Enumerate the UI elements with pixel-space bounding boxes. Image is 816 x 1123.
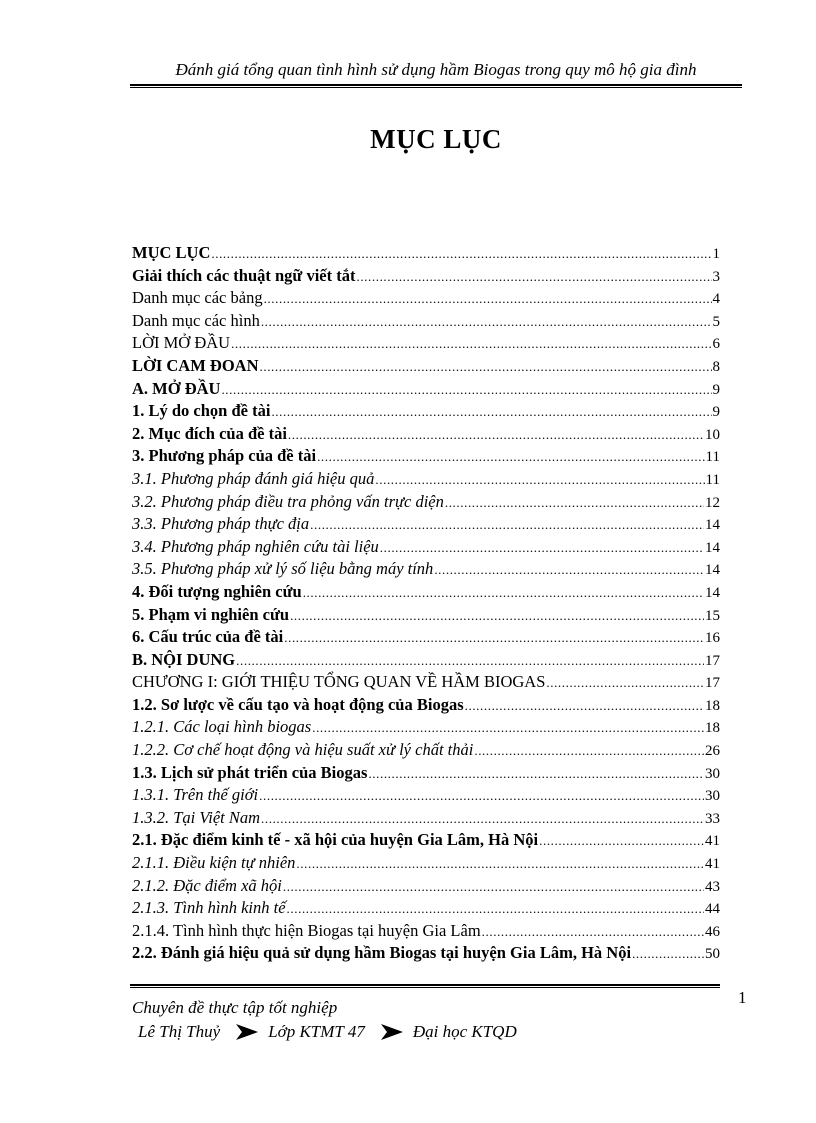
toc-leader-dots	[284, 627, 704, 649]
footer-author: Lê Thị Thuỷ	[138, 1022, 221, 1041]
toc-entry[interactable]	[132, 649, 720, 672]
toc-entry-title: B. NỘI DUNG	[132, 649, 236, 669]
toc-entry[interactable]	[132, 852, 720, 875]
toc-entry-page: 1	[712, 246, 720, 262]
toc-entry[interactable]	[132, 581, 720, 604]
toc-leader-dots	[231, 333, 711, 355]
toc-leader-dots	[356, 266, 711, 288]
toc-entry-page: 15	[705, 607, 720, 624]
toc-leader-dots	[465, 695, 704, 717]
toc-entry-page: 41	[705, 856, 720, 873]
toc-entry-title: 3. Phương pháp của đề tài	[132, 446, 317, 466]
toc-entry-title: 1. Lý do chọn đề tài	[132, 401, 271, 421]
toc-entry-title: 3.4. Phương pháp nghiên cứu tài liệu	[132, 536, 379, 556]
toc-entry-title: 3.2. Phương pháp điều tra phỏng vấn trực diện	[132, 491, 444, 511]
arrow-right-icon	[236, 1024, 258, 1040]
toc-leader-dots	[632, 943, 704, 965]
toc-entry-page: 9	[712, 404, 720, 421]
footer-class: Lớp KTMT 47	[268, 1022, 365, 1041]
toc-leader-dots	[261, 311, 712, 333]
page-number: 1	[738, 988, 747, 1007]
toc-leader-dots	[287, 898, 704, 920]
toc-leader-dots	[312, 717, 704, 739]
toc-entry-title: 3.3. Phương pháp thực địa	[132, 514, 310, 534]
toc-entry-title: 5. Phạm vi nghiên cứu	[132, 604, 290, 624]
toc-entry-page: 16	[705, 630, 720, 647]
toc-entry[interactable]	[132, 897, 720, 920]
toc-entry-title: LỜI MỞ ĐẦU	[132, 333, 231, 353]
toc-entry[interactable]	[132, 378, 720, 401]
toc-leader-dots	[261, 808, 704, 830]
toc-leader-dots	[271, 401, 711, 423]
toc-entry-title: 2.1.4. Tình hình thực hiện Biogas tại huyện Gia Lâm	[132, 920, 481, 940]
header-rule	[130, 84, 742, 88]
toc-leader-dots	[317, 446, 704, 468]
toc-leader-dots	[259, 785, 704, 807]
toc-leader-dots	[283, 876, 704, 898]
toc-entry-title: 1.2.1. Các loại hình biogas	[132, 717, 312, 737]
toc-entry-page: 5	[712, 313, 720, 330]
toc-entry[interactable]	[132, 400, 720, 423]
toc-entry-page: 18	[705, 720, 720, 737]
toc-entry[interactable]	[132, 468, 720, 491]
toc-leader-dots	[290, 605, 704, 627]
toc-entry-title: 2.1.1. Điều kiện tự nhiên	[132, 853, 296, 873]
toc-entry[interactable]	[132, 671, 720, 694]
toc-entry[interactable]	[132, 829, 720, 852]
toc-leader-dots	[445, 492, 704, 514]
toc-leader-dots	[236, 650, 704, 672]
toc-entry-title: CHƯƠNG I: GIỚI THIỆU TỔNG QUAN VỀ HẦM BIOGAS	[132, 672, 546, 692]
toc-entry[interactable]	[132, 762, 720, 785]
toc-entry-page: 4	[712, 291, 720, 308]
toc-leader-dots	[221, 379, 711, 401]
toc-entry[interactable]	[132, 875, 720, 898]
toc-entry-title: 1.3. Lịch sử phát triển của Biogas	[132, 762, 368, 782]
toc-leader-dots	[546, 672, 704, 694]
toc-entry-page: 14	[705, 517, 720, 534]
toc-leader-dots	[482, 921, 704, 943]
toc-entry[interactable]	[132, 920, 720, 943]
toc-entry-page: 44	[705, 901, 720, 918]
toc-leader-dots	[264, 288, 712, 310]
toc-entry-page: 11	[705, 449, 720, 466]
toc-entry-title: 2.2. Đánh giá hiệu quả sử dụng hầm Biogas tại huyện Gia Lâm, Hà Nội	[132, 943, 632, 963]
running-header: Đánh giá tổng quan tình hình sử dụng hầm Biogas trong quy mô hộ gia đình	[175, 60, 697, 79]
toc-entry[interactable]	[132, 265, 720, 288]
toc-leader-dots	[288, 424, 704, 446]
toc-entry-title: 2. Mục đích của đề tài	[132, 423, 287, 443]
toc-entry[interactable]	[132, 784, 720, 807]
toc-entry-title: Giải thích các thuật ngữ viết tắt	[132, 265, 356, 285]
toc-leader-dots	[211, 243, 711, 265]
toc-entry-title: LỜI CAM ĐOAN	[132, 355, 259, 375]
toc-entry[interactable]	[132, 445, 720, 468]
toc-leader-dots	[375, 469, 704, 491]
toc-entry[interactable]	[132, 536, 720, 559]
toc-leader-dots	[539, 830, 704, 852]
toc-entry-page: 46	[705, 923, 720, 940]
toc-entry-title: 2.1. Đặc điểm kinh tế - xã hội của huyện Gia Lâm, Hà Nội	[132, 830, 539, 850]
toc-entry[interactable]	[132, 694, 720, 717]
toc-entry[interactable]	[132, 332, 720, 355]
toc-entry[interactable]	[132, 558, 720, 581]
table-of-contents	[132, 242, 720, 965]
page-title: MỤC LỤC	[370, 124, 502, 154]
toc-entry-page: 18	[705, 697, 720, 714]
toc-entry[interactable]	[132, 513, 720, 536]
toc-leader-dots	[303, 582, 704, 604]
toc-entry-page: 6	[712, 336, 720, 353]
toc-entry[interactable]	[132, 626, 720, 649]
toc-entry-page: 14	[705, 584, 720, 601]
toc-entry-title: 6. Cấu trúc của đề tài	[132, 627, 284, 647]
toc-leader-dots	[434, 559, 704, 581]
toc-entry-title: 3.1. Phương pháp đánh giá hiệu quả	[132, 468, 375, 488]
toc-leader-dots	[310, 514, 704, 536]
toc-entry-page: 14	[705, 539, 720, 556]
toc-leader-dots	[368, 763, 704, 785]
toc-entry[interactable]	[132, 942, 720, 965]
toc-leader-dots	[474, 740, 704, 762]
toc-entry-page: 41	[705, 833, 720, 850]
toc-entry-title: 4. Đối tượng nghiên cứu	[132, 581, 302, 601]
toc-entry-page: 30	[705, 788, 720, 805]
toc-entry-page: 9	[712, 381, 720, 398]
toc-entry-page: 11	[705, 471, 720, 488]
toc-entry-title: MỤC LỤC	[132, 243, 211, 262]
toc-entry-page: 12	[705, 494, 720, 511]
toc-entry-title: Danh mục các hình	[132, 310, 260, 330]
toc-entry-page: 8	[712, 358, 720, 375]
toc-entry-page: 30	[705, 765, 720, 782]
footer-rule	[130, 984, 720, 988]
toc-entry-page: 43	[705, 878, 720, 895]
toc-entry-title: Danh mục các bảng	[132, 288, 263, 308]
toc-leader-dots	[260, 356, 712, 378]
footer-school: Đại học KTQD	[412, 1022, 517, 1041]
toc-entry-title: 3.5. Phương pháp xử lý số liệu bằng máy tính	[132, 559, 434, 579]
toc-entry-title: 1.3.1. Trên thế giới	[132, 785, 259, 805]
toc-entry-page: 50	[705, 946, 720, 963]
toc-entry-page: 17	[705, 675, 720, 692]
toc-entry-title: 1.2.2. Cơ chế hoạt động và hiệu suất xử lý chất thải	[132, 740, 474, 760]
toc-leader-dots	[296, 853, 704, 875]
toc-entry-page: 10	[705, 426, 720, 443]
toc-entry-page: 26	[705, 743, 720, 760]
toc-entry-title: 2.1.2. Đặc điểm xã hội	[132, 875, 282, 895]
arrow-right-icon	[381, 1024, 403, 1040]
footer-credits	[138, 1022, 517, 1042]
toc-entry[interactable]	[132, 287, 720, 310]
toc-entry-title: A. MỞ ĐẦU	[132, 378, 221, 398]
toc-entry[interactable]	[132, 604, 720, 627]
toc-entry[interactable]	[132, 807, 720, 830]
toc-entry[interactable]	[132, 739, 720, 762]
toc-entry-page: 17	[705, 652, 720, 669]
toc-entry[interactable]	[132, 242, 720, 265]
toc-entry-page: 33	[705, 810, 720, 827]
toc-entry[interactable]	[132, 310, 720, 333]
toc-entry[interactable]	[132, 716, 720, 739]
toc-entry[interactable]	[132, 491, 720, 514]
toc-entry-page: 14	[705, 562, 720, 579]
toc-entry-page: 3	[712, 268, 720, 285]
toc-entry-title: 1.2. Sơ lược về cấu tạo và hoạt động của Biogas	[132, 694, 464, 714]
toc-leader-dots	[380, 537, 704, 559]
toc-entry-title: 2.1.3. Tình hình kinh tế	[132, 898, 286, 918]
toc-entry[interactable]	[132, 355, 720, 378]
toc-entry-title: 1.3.2. Tại Việt Nam	[132, 807, 261, 827]
footer-report-type: Chuyên đề thực tập tốt nghiệp	[132, 998, 338, 1017]
toc-entry[interactable]	[132, 423, 720, 446]
